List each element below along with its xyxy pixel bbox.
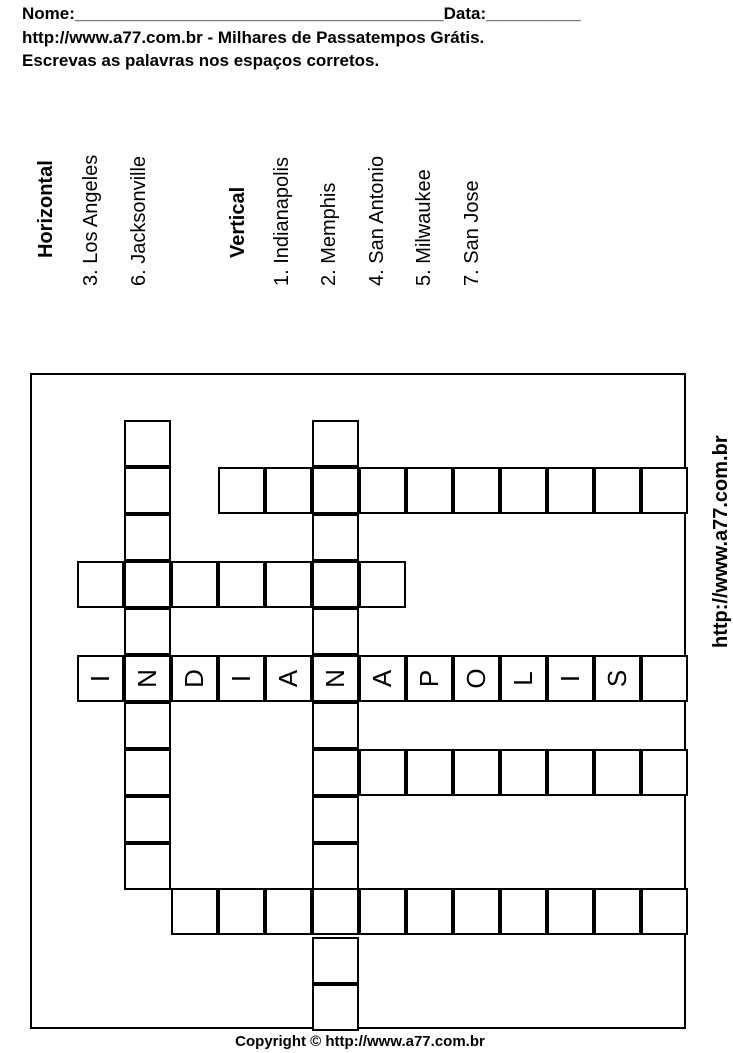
crossword-cell[interactable] [312,467,359,514]
crossword-cell[interactable] [312,561,359,608]
crossword-letter: A [273,669,303,688]
clue-horizontal-title: Horizontal [35,160,57,258]
crossword-letter: A [367,669,397,688]
crossword-cell[interactable] [641,467,688,514]
clue-vertical-7: 7. San Jose [461,180,483,286]
crossword-letter: S [602,669,632,688]
crossword-cell[interactable] [218,888,265,935]
crossword-cell[interactable] [77,561,124,608]
crossword-cell[interactable] [641,655,688,702]
crossword-letter: I [85,674,115,683]
crossword-letter: I [226,674,256,683]
crossword-cell[interactable] [124,561,171,608]
crossword-cell[interactable] [312,420,359,467]
crossword-cell[interactable] [265,467,312,514]
crossword-cell[interactable] [312,608,359,655]
crossword-cell[interactable] [312,796,359,843]
crossword-letter: N [320,669,350,688]
crossword-cell[interactable] [500,888,547,935]
crossword-cell[interactable] [594,749,641,796]
crossword-cell[interactable] [406,467,453,514]
crossword-cell[interactable] [641,749,688,796]
crossword-cell[interactable] [124,420,171,467]
header-site-title: http://www.a77.com.br - Milhares de Passatempos Grátis. [22,28,485,47]
crossword-cell[interactable] [359,888,406,935]
clue-vertical-5: 5. Milwaukee [413,169,435,286]
crossword-cell[interactable] [124,843,171,890]
crossword-cell[interactable] [547,749,594,796]
crossword-cell[interactable] [500,467,547,514]
crossword-cell[interactable] [359,749,406,796]
crossword-cell[interactable] [594,888,641,935]
crossword-cell[interactable] [312,984,359,1031]
crossword-cell[interactable] [312,514,359,561]
crossword-letter: P [414,669,444,688]
crossword-cell[interactable] [453,467,500,514]
crossword-cell[interactable] [312,702,359,749]
clue-vertical-title: Vertical [227,186,249,258]
crossword-cell[interactable] [453,888,500,935]
crossword-cell[interactable] [500,749,547,796]
crossword-letter: O [461,668,491,689]
crossword-letter: L [508,671,538,686]
crossword-cell[interactable] [453,749,500,796]
crossword-cell[interactable] [547,888,594,935]
crossword-cell[interactable] [124,796,171,843]
crossword-letter: I [555,674,585,683]
clue-vertical-4: 4. San Antonio [366,155,388,286]
clue-vertical-2: 2. Memphis [318,182,340,286]
header-instructions: Escrevas as palavras nos espaços corretos. [22,51,380,70]
crossword-cell[interactable] [124,608,171,655]
crossword-cell[interactable] [124,467,171,514]
header-name-date: Nome:_______________________________________Data:__________ [22,4,581,23]
crossword-cell[interactable] [312,843,359,890]
crossword-cell[interactable] [312,937,359,984]
side-url: http://www.a77.com.br [710,435,732,648]
crossword-cell[interactable] [171,561,218,608]
crossword-cell[interactable] [124,702,171,749]
crossword-cell[interactable] [265,888,312,935]
clue-horizontal-6: 6. Jacksonville [128,155,150,286]
crossword-letter: N [132,669,162,688]
crossword-cell[interactable] [641,888,688,935]
clue-horizontal-3: 3. Los Angeles [80,154,102,286]
crossword-cell[interactable] [265,561,312,608]
copyright: Copyright © http://www.a77.com.br [235,1033,485,1050]
crossword-cell[interactable] [312,888,359,935]
crossword-cell[interactable] [171,888,218,935]
crossword-cell[interactable] [218,561,265,608]
crossword-cell[interactable] [406,749,453,796]
crossword-cell[interactable] [359,561,406,608]
crossword-cell[interactable] [218,467,265,514]
crossword-cell[interactable] [594,467,641,514]
crossword-cell[interactable] [547,467,594,514]
crossword-cell[interactable] [124,514,171,561]
crossword-cell[interactable] [406,888,453,935]
crossword-cell[interactable] [359,467,406,514]
crossword-cell[interactable] [124,749,171,796]
crossword-cell[interactable] [312,749,359,796]
clue-vertical-1: 1. Indianapolis [271,157,293,286]
crossword-letter: D [179,669,209,688]
